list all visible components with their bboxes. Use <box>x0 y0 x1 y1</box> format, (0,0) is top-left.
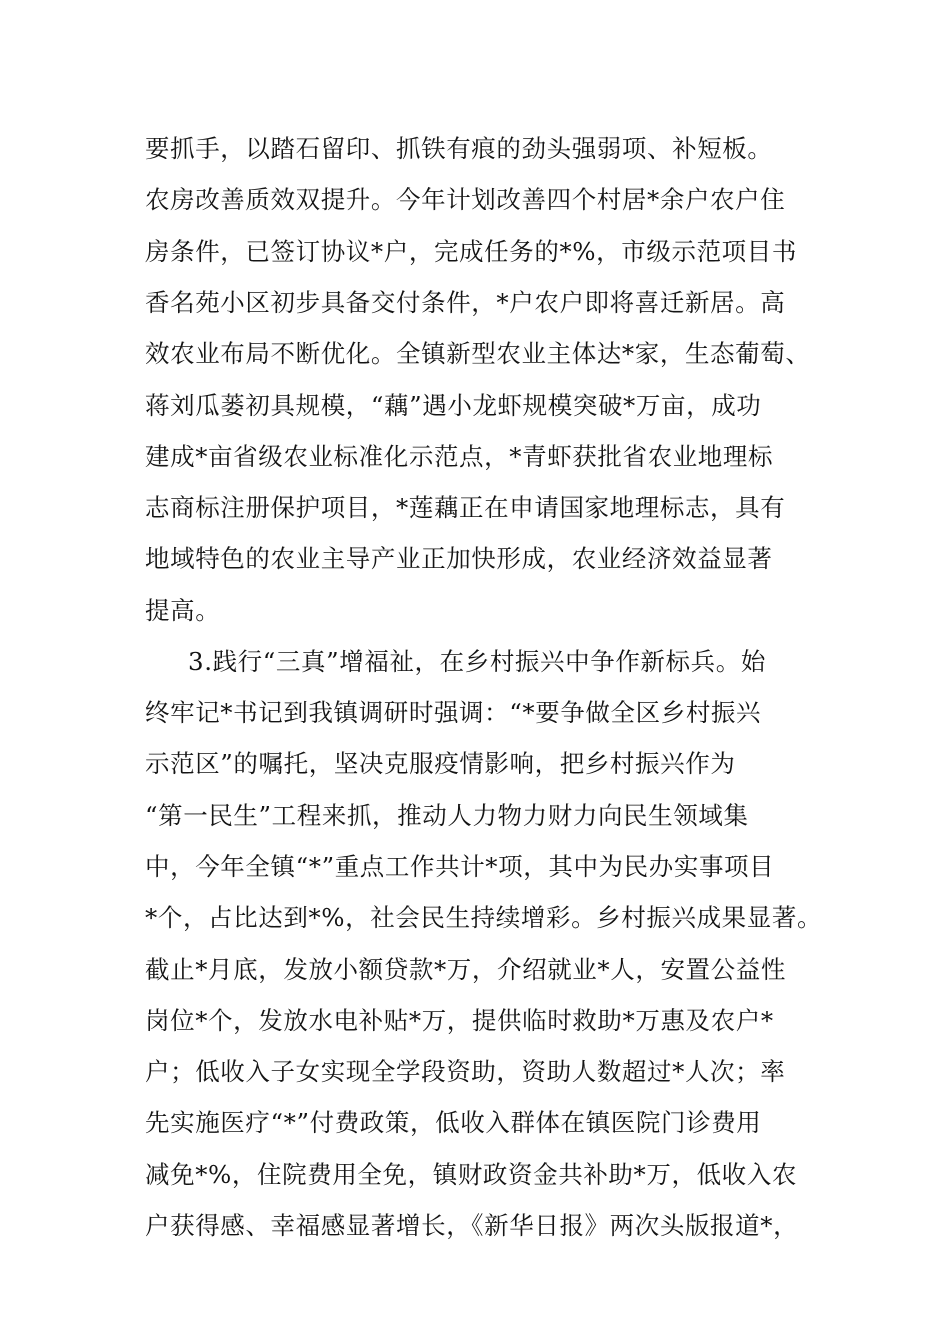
body-text-line: 岗位*个，发放水电补贴*万，提供临时救助*万惠及农户* <box>145 1006 774 1035</box>
body-text-line: “第一民生”工程来抓，推动人力物力财力向民生领域集 <box>145 801 749 830</box>
body-text-line: *个，占比达到*%，社会民生持续增彩。乡村振兴成果显著。 <box>145 903 823 932</box>
body-text-line: 提高。 <box>145 596 221 625</box>
body-text-line: 农房改善质效双提升。今年计划改善四个村居*余户农户住 <box>145 185 786 214</box>
body-text-line: 要抓手，以踏石留印、抓铁有痕的劲头强弱项、补短板。 <box>145 134 773 163</box>
body-text-line: 中，今年全镇“*”重点工作共计*项，其中为民办实事项目 <box>145 852 775 881</box>
paragraph-heading-line: 3.践行“三真”增福祉，在乡村振兴中争作新标兵。始 <box>188 647 766 676</box>
body-text-line: 蒋刘瓜蒌初具规模，“藕”遇小龙虾规模突破*万亩，成功 <box>145 391 762 420</box>
body-text-line: 建成*亩省级农业标准化示范点，*青虾获批省农业地理标 <box>145 442 774 471</box>
body-text-line: 户；低收入子女实现全学段资助，资助人数超过*人次；率 <box>145 1057 786 1086</box>
body-text-line: 先实施医疗“*”付费政策，低收入群体在镇医院门诊费用 <box>145 1108 762 1137</box>
body-text-line: 终牢记*书记到我镇调研时强调：“*要争做全区乡村振兴 <box>145 698 762 727</box>
body-text-line: 减免*%，住院费用全免，镇财政资金共补助*万，低收入农 <box>145 1160 797 1189</box>
body-text-line: 房条件，已签订协议*户，完成任务的*%，市级示范项目书 <box>145 237 797 266</box>
body-text-line: 示范区”的嘱托，坚决克服疫情影响，把乡村振兴作为 <box>145 749 736 778</box>
body-text-line: 户获得感、幸福感显著增长，《新华日报》两次头版报道*， <box>145 1211 799 1240</box>
body-text-line: 香名苑小区初步具备交付条件，*户农户即将喜迁新居。高 <box>145 288 786 317</box>
body-text-line: 志商标注册保护项目，*莲藕正在申请国家地理标志，具有 <box>145 493 786 522</box>
body-text-line: 地域特色的农业主导产业正加快形成，农业经济效益显著 <box>145 544 773 573</box>
body-text-line: 截止*月底，发放小额贷款*万，介绍就业*人，安置公益性 <box>145 955 786 984</box>
body-text-line: 效农业布局不断优化。全镇新型农业主体达*家，生态葡萄、 <box>145 339 811 368</box>
